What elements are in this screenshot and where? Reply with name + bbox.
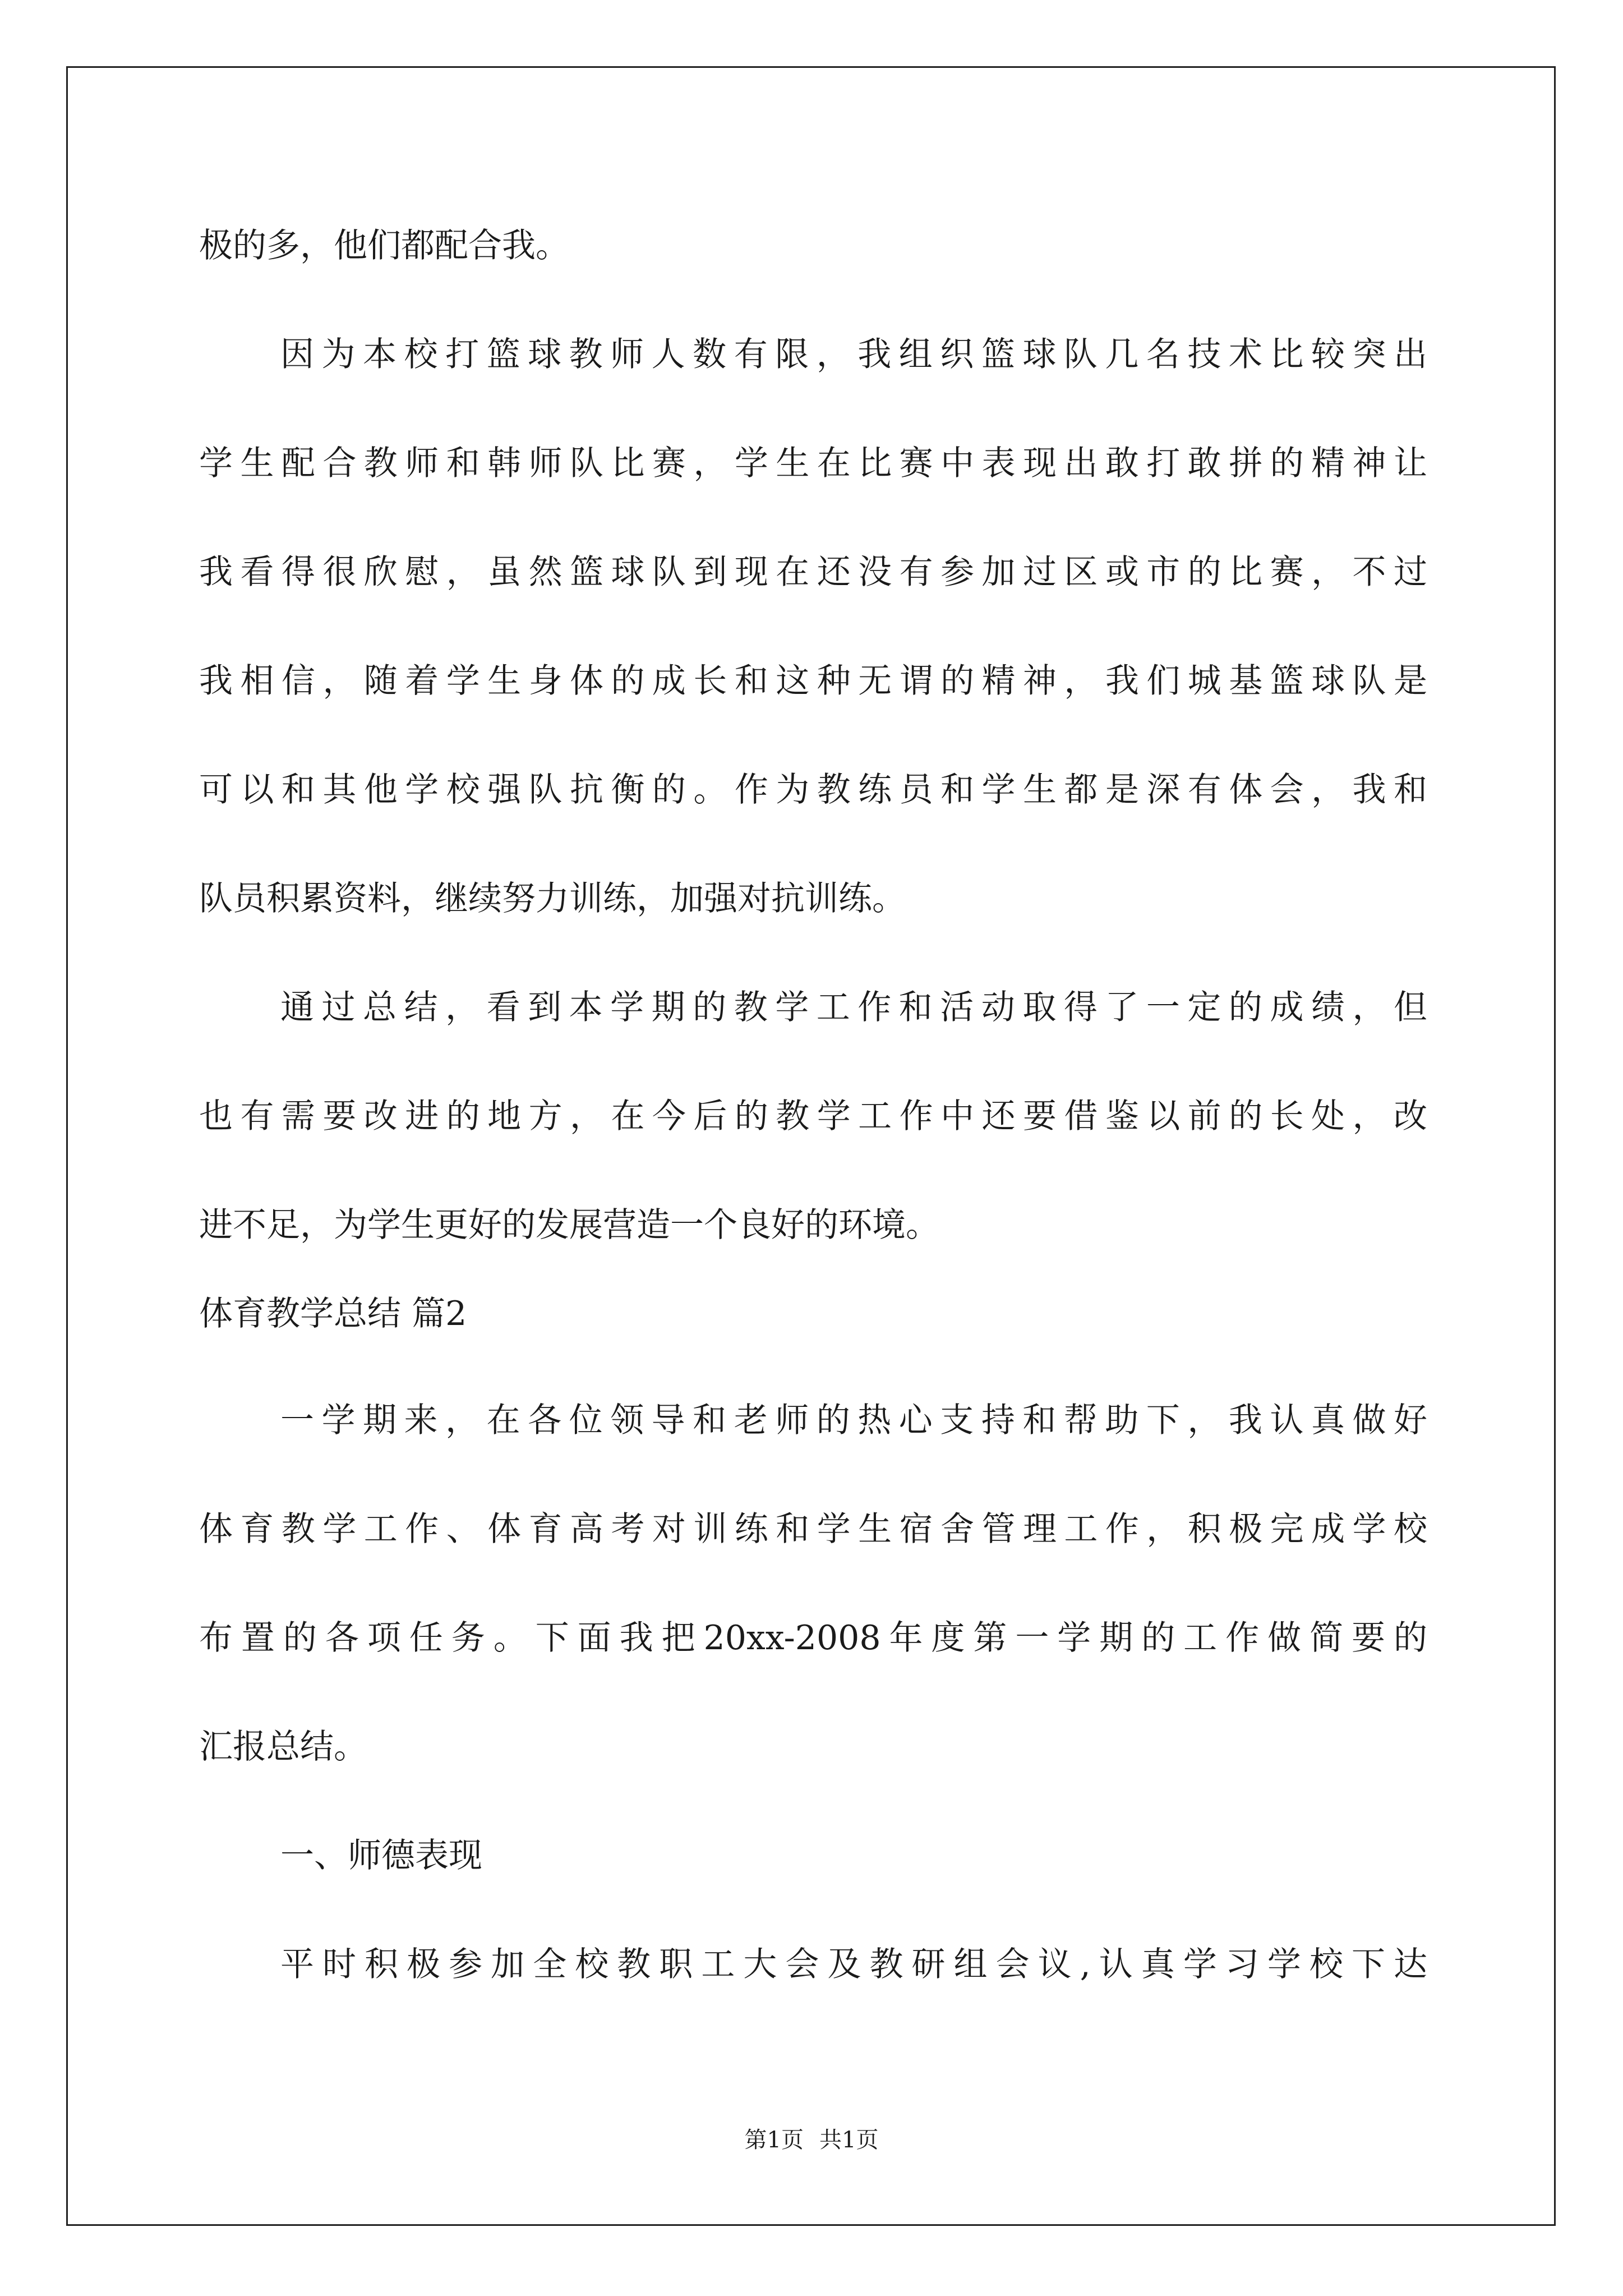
paragraph-line: 平时积极参加全校教职工大会及教研组会议,认真学习学校下达 (280, 1945, 1427, 1984)
paragraph-line: 我看得很欣慰，虽然篮球队到现在还没有参加过区或市的比赛，不过 (199, 553, 1427, 592)
paragraph-line: 也有需要改进的地方，在今后的教学工作中还要借鉴以前的长处，改 (199, 1097, 1427, 1136)
paragraph-line: 体育教学工作、体育高考对训练和学生宿舍管理工作，积极完成学校 (199, 1510, 1427, 1549)
paragraph-line: 极的多，他们都配合我。 (199, 226, 569, 265)
section-heading: 体育教学总结 篇2 (199, 1294, 467, 1333)
page-number: 第1页 (744, 2127, 804, 2153)
paragraph-line: 汇报总结。 (199, 1727, 367, 1766)
page-footer (0, 2123, 1623, 2157)
paragraph-line: 进不足，为学生更好的发展营造一个良好的环境。 (199, 1205, 939, 1245)
subsection-heading: 一、师德表现 (280, 1836, 482, 1875)
page-border (66, 66, 1556, 2226)
paragraph-line: 学生配合教师和韩师队比赛，学生在比赛中表现出敢打敢拼的精神让 (199, 444, 1427, 483)
paragraph-line: 队员积累资料，继续努力训练，加强对抗训练。 (199, 879, 906, 918)
paragraph-line: 布置的各项任务。下面我把20xx-2008年度第一学期的工作做简要的 (199, 1618, 1427, 1658)
paragraph-line: 通过总结，看到本学期的教学工作和活动取得了一定的成绩，但 (280, 988, 1427, 1027)
page-total: 共1页 (819, 2127, 879, 2153)
paragraph-line: 可以和其他学校强队抗衡的。作为教练员和学生都是深有体会，我和 (199, 770, 1427, 809)
paragraph-line: 因为本校打篮球教师人数有限，我组织篮球队几名技术比较突出 (280, 335, 1427, 374)
paragraph-line: 一学期来，在各位领导和老师的热心支持和帮助下，我认真做好 (280, 1401, 1427, 1440)
paragraph-line: 我相信，随着学生身体的成长和这种无谓的精神，我们城基篮球队是 (199, 661, 1427, 701)
